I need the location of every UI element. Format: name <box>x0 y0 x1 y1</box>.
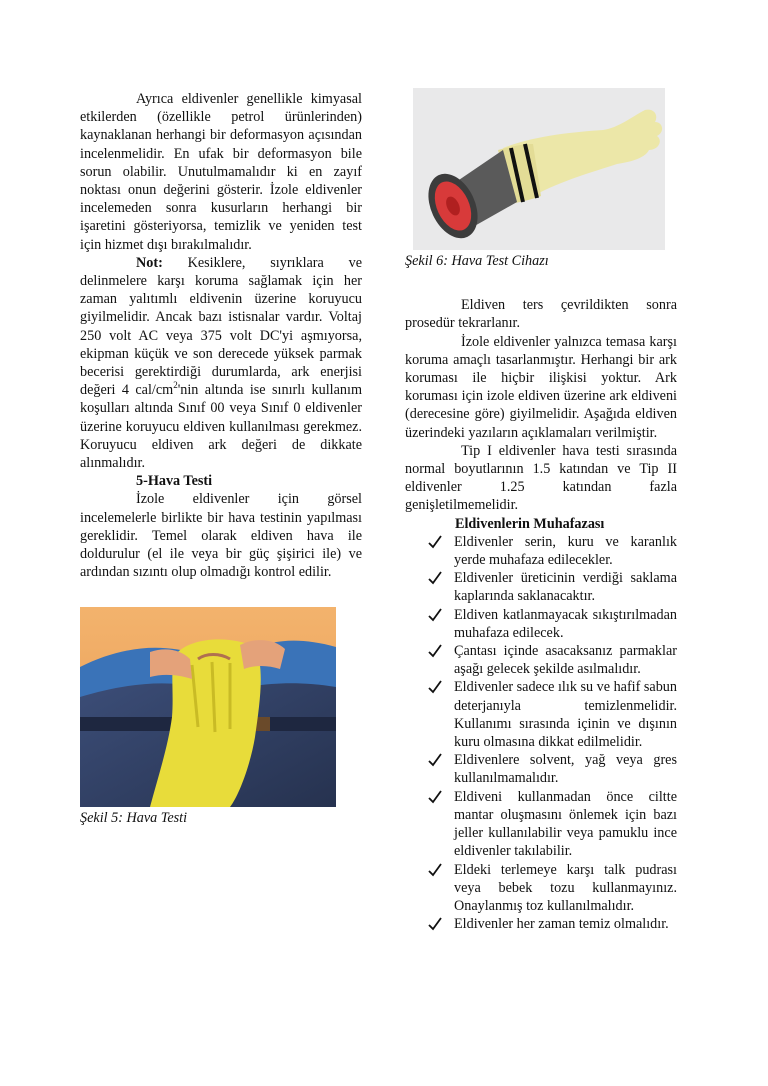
right-column <box>405 88 677 933</box>
list-item: Eldivenler serin, kuru ve karanlık yerde muhafaza edilecekler. <box>427 533 677 569</box>
air-test-heading: 5-Hava Testi <box>136 473 213 490</box>
checkmark-icon <box>427 569 443 587</box>
list-item: Eldiveni kullanmadan önce ciltte mantar oluşmasını önlemek için bazı jeller kullanılabilir veya pamuklu ince eldivenler takılabilir. <box>427 788 677 861</box>
list-item: Eldivenler sadece ılık su ve hafif sabun deterjanıyla temizlenmelidir. Kullanımı sırasında içinin ve dışının kuru olmasına dikkat edilmelidir. <box>427 678 677 751</box>
figure-5-caption: Şekil 5: Hava Testi <box>80 810 188 827</box>
checkmark-icon <box>427 533 443 551</box>
list-item: Eldeki terlemeye karşı talk pudrası veya bebek tozu kullanmayınız. Onaylanmış toz kullanılmalıdır. <box>427 861 677 916</box>
list-item: Eldivenler üreticinin verdiği saklama kaplarında saklanacaktır. <box>427 569 677 605</box>
type-expansion-paragraph: Tip I eldivenler hava testi sırasında normal boyutlarının 1.5 katından ve Tip II eldivenler 1.25 katından fazla genişletilmemelidir. <box>405 442 677 514</box>
note-label: Not: <box>136 254 163 271</box>
checkmark-icon <box>427 642 443 660</box>
left-column <box>80 90 362 828</box>
list-item: Eldivenler her zaman temiz olmalıdır. <box>427 915 677 933</box>
list-item: Eldiven katlanmayacak sıkıştırılmadan muhafaza edilecek. <box>427 606 677 642</box>
figure-6-caption: Şekil 6: Hava Test Cihazı <box>405 253 549 269</box>
checkmark-icon <box>427 788 443 806</box>
checkmark-icon <box>427 751 443 769</box>
storage-checklist <box>405 533 677 933</box>
note-paragraph <box>80 254 362 472</box>
note-text-continued: 'nin altında ise sınırlı kullanım koşulları altında Sınıf 00 veya Sınıf 0 eldivenler üzerine koruyucu eldiven kullanılması gerekmez. Koruyucu eldiven ark değeri de dikkate alınmalıdır. <box>80 382 362 472</box>
contact-protection-paragraph: İzole eldivenler yalnızca temasa karşı koruma amaçlı tasarlanmıştır. Herhangi bir ark koruması ile hiçbir ilişkisi yoktur. Ark koruması için izole eldiven üzerine ark eldiveni (derecesine göre) giyilmelidir. Aşağıda eldiven üzerindeki yazıların açıklamaları verilmiştir. <box>405 333 677 441</box>
superscript-two: 2 <box>173 380 178 391</box>
intro-paragraph: Ayrıca eldivenler genellikle kimyasal etkilerden (özellikle petrol ürünlerinden) kaynaklanan herhangi bir deformasyon açısından incelenmelidir. En ufak bir deformasyon bile sorun olabilir. Unutulmamalıdır ki en zayıf noktası onun değerini gösterir. İzole eldivenler incelemeden sonra kusurların herhangi bir işaretini gösteriyorsa, temizlik ve yeniden test için hizmet dışı bırakılmalıdır. <box>80 91 362 253</box>
list-item: Çantası içinde asacaksanız parmaklar aşağı gelecek şekilde asılmalıdır. <box>427 642 677 678</box>
checkmark-icon <box>427 861 443 879</box>
checkmark-icon <box>427 915 443 933</box>
reverse-glove-paragraph: Eldiven ters çevrildikten sonra prosedür tekrarlanır. <box>405 297 677 332</box>
checkmark-icon <box>427 678 443 696</box>
air-test-paragraph: İzole eldivenler için görsel incelemelerle birlikte bir hava testinin yapılması gereklidir. Temel olarak eldiven hava ile doldurulur (el ile veya bir güç şişirici ile) ve ardından sızıntı olup olmadığı kontrol edilir. <box>80 491 362 581</box>
air-tester-device-photo <box>413 88 665 250</box>
checkmark-icon <box>427 606 443 624</box>
air-test-photo <box>80 607 336 807</box>
list-item: Eldivenlere solvent, yağ veya gres kullanılmamalıdır. <box>427 751 677 787</box>
note-text: Kesiklere, sıyrıklara ve delinmelere karşı koruma sağlamak için her zaman yalıtımlı eldivenin üzerine koruyucu giyilmelidir. Ancak bazı istisnalar vardır. Voltaj 250 volt AC veya 375 volt DC'yi aşmıyorsa, ekipman küçük ve son derecede yüksek parmak becerisi gerektirdiği durumlarda, ark enerjisi değeri 4 cal/cm <box>80 254 362 399</box>
storage-heading: Eldivenlerin Muhafazası <box>455 515 605 532</box>
